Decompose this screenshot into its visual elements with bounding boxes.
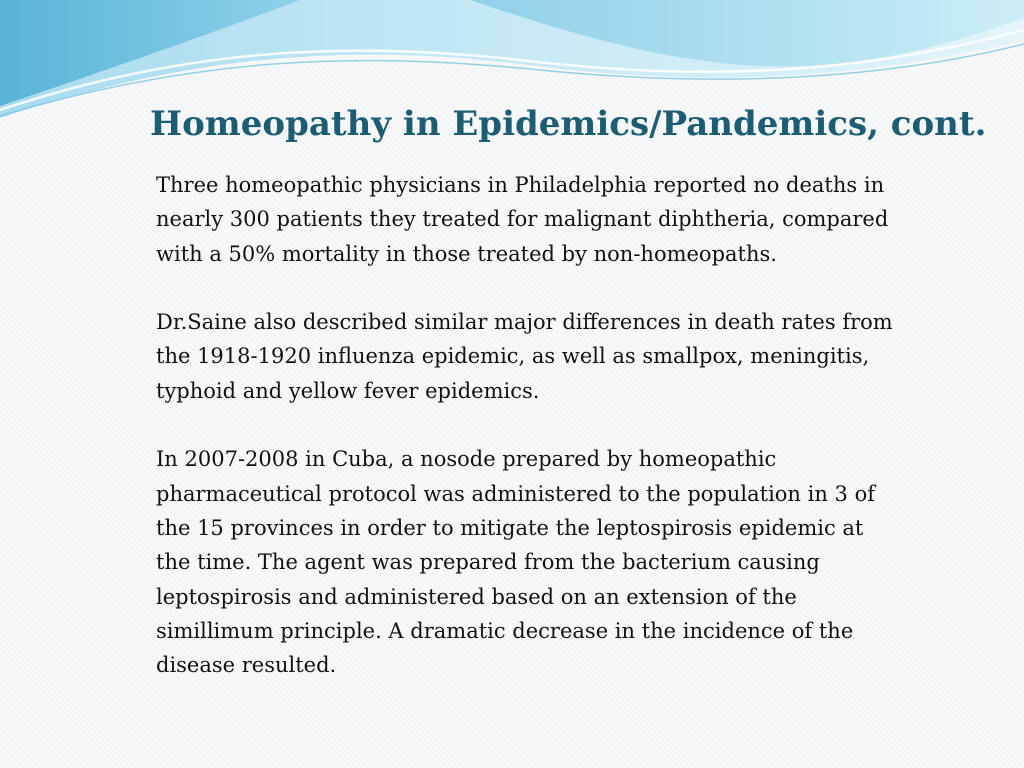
slide-body xyxy=(156,168,896,682)
paragraph-diphtheria: Three homeopathic physicians in Philadelphia reported no deaths in nearly 300 patients they treated for malignant diphtheria, compared with a 50% mortality in those treated by non-homeopaths. xyxy=(156,173,889,266)
slide-title: Homeopathy in Epidemics/Pandemics, cont. xyxy=(150,104,987,144)
paragraph-cuba-leptospirosis: In 2007-2008 in Cuba, a nosode prepared by homeopathic pharmaceutical protocol was administered to the population in 3 of the 15 provinces in order to mitigate the leptospirosis epidemic at the time. The agent was prepared from the bacterium causing leptospirosis and administered based on an extension of the simillimum principle. A dramatic decrease in the incidence of the disease resulted. xyxy=(156,447,875,678)
paragraph-influenza: Dr.Saine also described similar major differences in death rates from the 1918-1920 influenza epidemic, as well as smallpox, meningitis, typhoid and yellow fever epidemics. xyxy=(156,310,893,403)
